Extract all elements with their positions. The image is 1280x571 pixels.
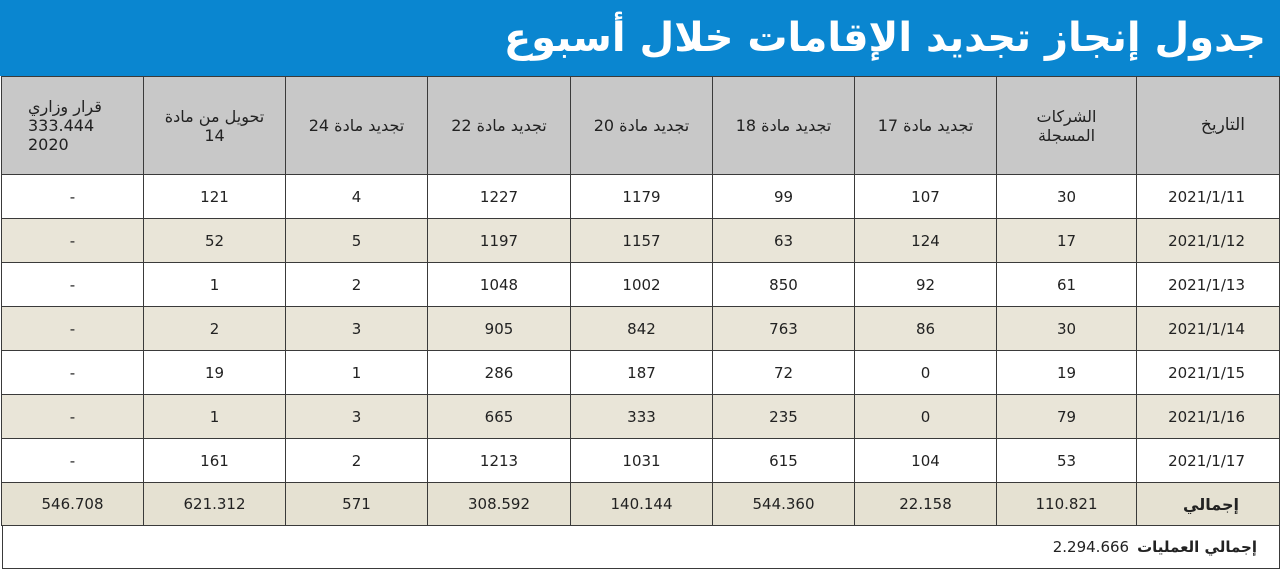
cell-art22: 905	[428, 307, 571, 351]
header-date: التاريخ	[1137, 77, 1280, 175]
cell-decree: -	[2, 219, 144, 263]
cell-art18: 63	[713, 219, 855, 263]
cell-decree: -	[2, 175, 144, 219]
total-art22: 308.592	[428, 483, 571, 526]
cell-transfer14: 121	[144, 175, 286, 219]
cell-decree: -	[2, 307, 144, 351]
cell-art18: 615	[713, 439, 855, 483]
cell-art20: 1179	[571, 175, 713, 219]
cell-art18: 99	[713, 175, 855, 219]
cell-art20: 1031	[571, 439, 713, 483]
cell-art22: 1048	[428, 263, 571, 307]
cell-art24: 2	[286, 263, 428, 307]
header-row	[2, 77, 1280, 175]
cell-decree: -	[2, 351, 144, 395]
header-decree: قرار وزاري 333.444 2020	[2, 77, 144, 175]
cell-companies: 61	[997, 263, 1137, 307]
cell-companies: 79	[997, 395, 1137, 439]
cell-art17: 0	[855, 351, 997, 395]
table-body	[2, 175, 1280, 526]
cell-art17: 107	[855, 175, 997, 219]
table-row	[2, 263, 1280, 307]
cell-decree: -	[2, 395, 144, 439]
total-transfer14: 621.312	[144, 483, 286, 526]
cell-transfer14: 161	[144, 439, 286, 483]
cell-companies: 30	[997, 175, 1137, 219]
cell-art20: 1002	[571, 263, 713, 307]
cell-art18: 235	[713, 395, 855, 439]
header-art20: تجديد مادة 20	[571, 77, 713, 175]
cell-art17: 124	[855, 219, 997, 263]
cell-transfer14: 2	[144, 307, 286, 351]
title-banner	[0, 0, 1280, 76]
cell-art18: 850	[713, 263, 855, 307]
cell-art22: 286	[428, 351, 571, 395]
cell-art22: 1197	[428, 219, 571, 263]
header-art24: تجديد مادة 24	[286, 77, 428, 175]
cell-art22: 1213	[428, 439, 571, 483]
cell-art20: 333	[571, 395, 713, 439]
total-decree: 546.708	[2, 483, 144, 526]
cell-companies: 30	[997, 307, 1137, 351]
cell-art20: 187	[571, 351, 713, 395]
cell-date: 2021/1/12	[1137, 219, 1280, 263]
totals-row	[2, 483, 1280, 526]
cell-art24: 2	[286, 439, 428, 483]
total-art24: 571	[286, 483, 428, 526]
cell-art24: 1	[286, 351, 428, 395]
cell-art22: 1227	[428, 175, 571, 219]
cell-decree: -	[2, 439, 144, 483]
header-art22: تجديد مادة 22	[428, 77, 571, 175]
cell-decree: -	[2, 263, 144, 307]
cell-date: 2021/1/11	[1137, 175, 1280, 219]
cell-art20: 1157	[571, 219, 713, 263]
cell-art24: 3	[286, 395, 428, 439]
cell-companies: 19	[997, 351, 1137, 395]
cell-date: 2021/1/17	[1137, 439, 1280, 483]
total-companies: 110.821	[997, 483, 1137, 526]
cell-companies: 53	[997, 439, 1137, 483]
cell-date: 2021/1/14	[1137, 307, 1280, 351]
table-row	[2, 307, 1280, 351]
cell-art17: 0	[855, 395, 997, 439]
cell-art17: 104	[855, 439, 997, 483]
cell-date: 2021/1/15	[1137, 351, 1280, 395]
cell-art18: 763	[713, 307, 855, 351]
cell-transfer14: 19	[144, 351, 286, 395]
header-companies: الشركات المسجلة	[997, 77, 1137, 175]
cell-transfer14: 52	[144, 219, 286, 263]
header-art18: تجديد مادة 18	[713, 77, 855, 175]
cell-art24: 4	[286, 175, 428, 219]
table-row	[2, 351, 1280, 395]
cell-art24: 3	[286, 307, 428, 351]
renewals-table	[1, 76, 1280, 526]
cell-art17: 86	[855, 307, 997, 351]
total-art18: 544.360	[713, 483, 855, 526]
operations-total-label: إجمالي العمليات	[1137, 538, 1257, 556]
cell-transfer14: 1	[144, 395, 286, 439]
cell-art20: 842	[571, 307, 713, 351]
table-row	[2, 219, 1280, 263]
table-row	[2, 439, 1280, 483]
cell-transfer14: 1	[144, 263, 286, 307]
total-art17: 22.158	[855, 483, 997, 526]
cell-date: 2021/1/13	[1137, 263, 1280, 307]
total-art20: 140.144	[571, 483, 713, 526]
cell-date: 2021/1/16	[1137, 395, 1280, 439]
header-art17: تجديد مادة 17	[855, 77, 997, 175]
cell-art17: 92	[855, 263, 997, 307]
cell-art22: 665	[428, 395, 571, 439]
table-row	[2, 175, 1280, 219]
header-transfer14: تحويل من مادة 14	[144, 77, 286, 175]
cell-companies: 17	[997, 219, 1137, 263]
operations-total	[2, 526, 1280, 569]
totals-label: إجمالي	[1137, 483, 1280, 526]
cell-art24: 5	[286, 219, 428, 263]
table-row	[2, 395, 1280, 439]
cell-art18: 72	[713, 351, 855, 395]
operations-total-value: 2.294.666	[1052, 538, 1130, 556]
page-title: جدول إنجاز تجديد الإقامات خلال أسبوع	[503, 15, 1266, 61]
